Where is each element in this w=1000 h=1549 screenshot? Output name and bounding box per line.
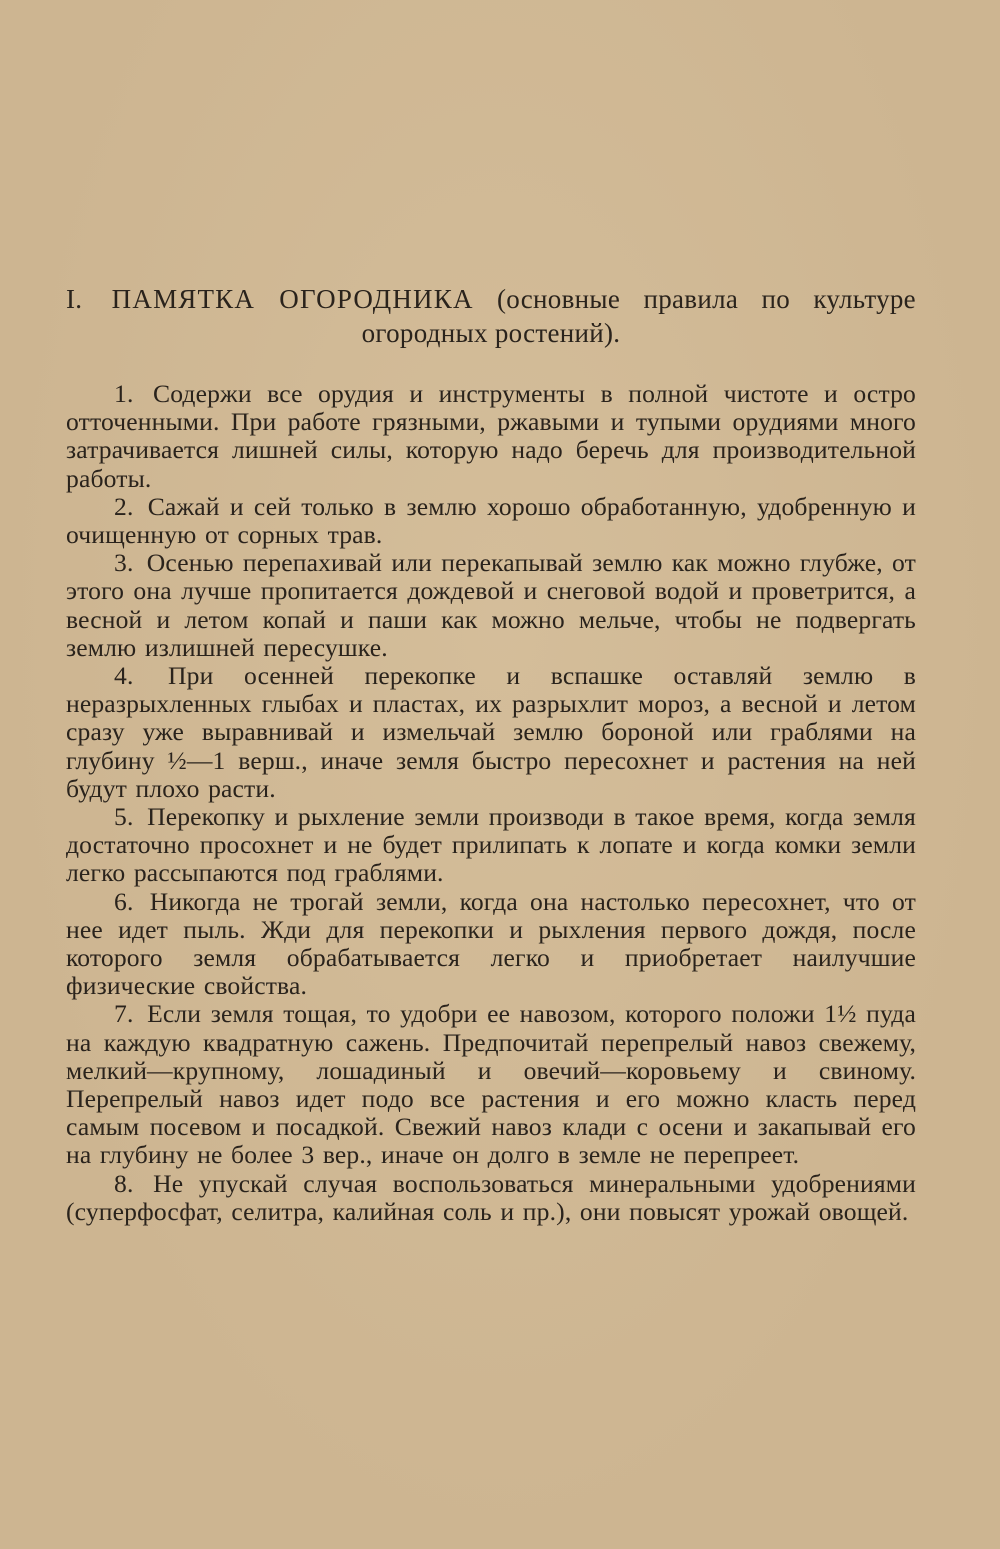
- rule-number: 2.: [114, 491, 134, 521]
- rule-text: Сажай и сей только в землю хорошо обработанную, удобренную и очищенную от сорных трав.: [66, 491, 916, 550]
- rule-number: 3.: [114, 548, 134, 578]
- rule-paragraph-5: [66, 803, 916, 888]
- section-heading: [66, 282, 916, 350]
- rule-paragraph-4: [66, 662, 916, 803]
- rule-number: 5.: [114, 802, 134, 832]
- page-content: [66, 282, 916, 1226]
- rule-paragraph-8: [66, 1170, 916, 1226]
- rule-paragraph-7: [66, 1000, 916, 1169]
- rule-text: Осенью перепахивай или перекапывай землю как можно глубже, от этого она лучше пропитается дождевой и снеговой водой и проветрится, а весной и летом копай и паши как можно мельче, чтобы не подвергать землю излишней пересушке.: [66, 548, 916, 662]
- rule-number: 1.: [114, 379, 134, 408]
- rule-text: Не упускай случая воспользоваться минеральными удобрениями (суперфосфат, селитра, калийная соль и пр.), они повысят урожай овощей.: [66, 1168, 916, 1226]
- rule-paragraph-3: [66, 549, 916, 662]
- rule-text: При осенней перекопке и вспашке оставляй землю в неразрыхленных глыбах и пластах, их разрыхлит мороз, а весной и летом сразу уже выравнивай и измельчай землю бороной или граблями на глубину ½—1 верш., иначе земля быстро пересохнет и растения на ней будут плохо расти.: [66, 661, 916, 803]
- rule-paragraph-6: [66, 888, 916, 1001]
- rule-text: Никогда не трогай земли, когда она настолько пересохнет, что от нее идет пыль. Жди для перекопки и рыхления первого дождя, после которого земля обрабатывается легко и приобретает наилучшие физические свойства.: [66, 886, 916, 1001]
- rule-text: Перекопку и рыхление земли производи в такое время, когда земля достаточно просохнет и не будет прилипать к лопате и когда комки земли легко рассыпаются под граблями.: [66, 802, 916, 888]
- rule-number: 6.: [114, 886, 134, 916]
- section-subtitle: (основные правила по культуре огородных ростений).: [361, 284, 916, 348]
- section-title: ПАМЯТКА ОГОРОДНИКА: [111, 284, 474, 314]
- rule-number: 7.: [114, 999, 134, 1029]
- rule-text: Содержи все орудия и инструменты в полной чистоте и остро отточенными. При работе грязными, ржавыми и тупыми орудиями много затрачивается лишней силы, которую надо беречь для производительной работы.: [66, 379, 916, 493]
- rule-paragraph-1: [66, 380, 916, 493]
- section-number: I.: [66, 284, 83, 314]
- rule-number: 8.: [114, 1168, 134, 1198]
- rule-text: Если земля тощая, то удобри ее навозом, которого положи 1½ пуда на каждую квадратную сажень. Предпочитай перепрелый навоз свежему, мелкий—крупному, лошадиный и овечий—коровьему и свиному. Перепрелый навоз идет подо все растения и его можно класть перед самым посевом и посадкой. Свежий навоз клади с осени и закапывай его на глубину не более 3 вер., иначе он долго в земле не перепреет.: [66, 999, 916, 1170]
- rule-paragraph-2: [66, 493, 916, 549]
- rule-number: 4.: [114, 661, 134, 691]
